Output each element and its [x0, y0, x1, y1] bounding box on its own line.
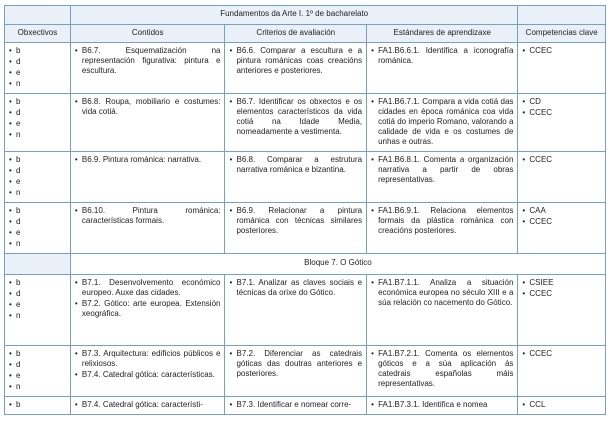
list-item: • CCEC	[522, 349, 601, 359]
standards-list	[371, 278, 513, 308]
standards-list	[371, 400, 513, 410]
list-item: • B6.7. Identificar os obxectos e os elementos característicos da vida cotiá na Idade Media, nomeadamente a vestimenta.	[229, 97, 362, 137]
contents-cell	[70, 346, 225, 397]
standards-cell	[367, 203, 518, 254]
list-item: • d	[9, 108, 66, 118]
standards-list	[371, 349, 513, 389]
list-item: • e	[9, 177, 66, 187]
objectives-cell	[5, 397, 71, 415]
list-item: • B7.3. Arquitectura: edificios públicos e relixiosos.	[75, 349, 221, 369]
standards-cell	[367, 346, 518, 397]
table-row	[5, 94, 606, 152]
list-item: • n	[9, 382, 66, 392]
list-item: • B6.6. Comparar a escultura e a pintura románicas coas creacións anteriores e posteriores.	[229, 46, 362, 76]
list-item: • CCEC	[522, 155, 601, 165]
list-item: • b	[9, 155, 66, 165]
list-item: • FA1.B7.1.1. Analiza a situación económica europea no século XIII e a súa relación co nacemento do Gótico.	[371, 278, 513, 308]
table-title: Fundamentos da Arte I. 1º de bacharelato	[70, 6, 517, 25]
list-item: • n	[9, 130, 66, 140]
list-item: • B7.2. Diferenciar as catedrais góticas das doutras anteriores e posteriores.	[229, 349, 362, 379]
objectives-list	[9, 155, 66, 198]
list-item: • d	[9, 57, 66, 67]
contents-list	[75, 278, 221, 319]
competencies-list	[522, 278, 601, 299]
list-item: • CCEC	[522, 217, 601, 227]
header-row	[5, 25, 606, 43]
list-item: • n	[9, 188, 66, 198]
competencies-list	[522, 155, 601, 165]
block-title: Bloque 7. O Gótico	[70, 254, 605, 275]
standards-list	[371, 206, 513, 236]
contents-list	[75, 46, 221, 76]
curriculum-table	[4, 5, 606, 415]
list-item: • CCEC	[522, 289, 601, 299]
header-estandares: Estándares de aprendizaxe	[367, 25, 518, 43]
list-item: • FA1.B7.3.1. Identifica e nomea	[371, 400, 513, 410]
standards-cell	[367, 152, 518, 203]
list-item: • B6.10. Pintura románica: características formais.	[75, 206, 221, 226]
corner-cell-right	[518, 6, 606, 25]
contents-list	[75, 206, 221, 226]
list-item: • n	[9, 239, 66, 249]
list-item: • B7.3. Identificar e nomear corre-	[229, 400, 362, 410]
standards-cell	[367, 275, 518, 346]
standards-cell	[367, 94, 518, 152]
list-item: • b	[9, 206, 66, 216]
list-item: • B6.7. Esquematización na representación figurativa: pintura e escultura.	[75, 46, 221, 76]
competencies-list	[522, 349, 601, 359]
contents-list	[75, 400, 221, 410]
list-item: • B7.4. Catedral gótica: características.	[75, 370, 221, 380]
list-item: • n	[9, 311, 66, 321]
objectives-cell	[5, 43, 71, 94]
contents-cell	[70, 94, 225, 152]
list-item: • b	[9, 97, 66, 107]
header-contidos: Contidos	[70, 25, 225, 43]
contents-list	[75, 155, 221, 165]
competencies-list	[522, 46, 601, 56]
criteria-cell	[225, 203, 367, 254]
criteria-cell	[225, 152, 367, 203]
list-item: • b	[9, 278, 66, 288]
criteria-list	[229, 278, 362, 298]
contents-cell	[70, 203, 225, 254]
criteria-cell	[225, 397, 367, 415]
criteria-cell	[225, 275, 367, 346]
objectives-cell	[5, 203, 71, 254]
header-competencias: Competencias clave	[518, 25, 606, 43]
list-item: • b	[9, 46, 66, 56]
list-item: • FA1.B6.6.1. Identifica a iconografía románica.	[371, 46, 513, 66]
header-obxectivos: Obxectivos	[5, 25, 71, 43]
standards-list	[371, 46, 513, 66]
criteria-list	[229, 46, 362, 76]
contents-cell	[70, 397, 225, 415]
list-item: • B6.9. Relacionar a pintura románica con técnicas similares posteriores.	[229, 206, 362, 236]
block-blank-cell	[5, 254, 71, 275]
list-item: • CCEC	[522, 108, 601, 118]
contents-cell	[70, 152, 225, 203]
list-item: • CSIEE	[522, 278, 601, 288]
objectives-list	[9, 97, 66, 140]
criteria-list	[229, 349, 362, 379]
list-item: • e	[9, 68, 66, 78]
list-item: • B6.8. Roupa, mobiliario e costumes: vida cotiá.	[75, 97, 221, 117]
list-item: • e	[9, 371, 66, 381]
competencies-cell	[518, 203, 606, 254]
header-criterios: Criterios de avaliación	[225, 25, 367, 43]
list-item: • FA1.B6.8.1. Comenta a organización narrativa a partir de obras representativas.	[371, 155, 513, 185]
list-item: • CCEC	[522, 46, 601, 56]
objectives-cell	[5, 346, 71, 397]
table-row	[5, 397, 606, 415]
criteria-cell	[225, 43, 367, 94]
objectives-cell	[5, 94, 71, 152]
criteria-list	[229, 97, 362, 137]
objectives-cell	[5, 275, 71, 346]
competencies-cell	[518, 152, 606, 203]
contents-cell	[70, 275, 225, 346]
table-row	[5, 346, 606, 397]
list-item: • e	[9, 228, 66, 238]
competencies-cell	[518, 346, 606, 397]
list-item: • FA1.B6.7.1. Compara a vida cotiá das cidades en época románica coa vida cotiá do imperio Romano, valorando a calidade de vida e os costumes de unhas e outras.	[371, 97, 513, 147]
competencies-list	[522, 97, 601, 118]
objectives-list	[9, 349, 66, 392]
list-item: • d	[9, 289, 66, 299]
block-row	[5, 254, 606, 275]
contents-list	[75, 97, 221, 117]
list-item: • B7.1. Desenvolvemento económico europeo. Auxe das cidades.	[75, 278, 221, 298]
title-row	[5, 6, 606, 25]
competencies-cell	[518, 94, 606, 152]
table-row	[5, 203, 606, 254]
list-item: • B6.8. Comparar a estrutura narrativa románica e bizantina.	[229, 155, 362, 175]
criteria-list	[229, 155, 362, 175]
criteria-cell	[225, 94, 367, 152]
contents-cell	[70, 43, 225, 94]
standards-cell	[367, 397, 518, 415]
list-item: • d	[9, 360, 66, 370]
competencies-cell	[518, 43, 606, 94]
list-item: • B6.9. Pintura románica: narrativa.	[75, 155, 221, 165]
competencies-cell	[518, 275, 606, 346]
list-item: • FA1.B7.2.1. Comenta os elementos góticos e a súa aplicación ás catedrais españolas máis representativas.	[371, 349, 513, 389]
criteria-cell	[225, 346, 367, 397]
list-item: • FA1.B6.9.1. Relaciona elementos formais da plástica románica con creacións posteriores.	[371, 206, 513, 236]
list-item: • CCL	[522, 400, 601, 410]
list-item: • B7.4. Catedral gótica: característi-	[75, 400, 221, 410]
list-item: • b	[9, 400, 66, 410]
list-item: • B7.2. Gótico: arte europea. Extensión xeográfica.	[75, 299, 221, 319]
competencies-list	[522, 206, 601, 227]
objectives-list	[9, 400, 66, 410]
standards-list	[371, 155, 513, 185]
list-item: • n	[9, 79, 66, 89]
criteria-list	[229, 206, 362, 236]
list-item: • e	[9, 119, 66, 129]
contents-list	[75, 349, 221, 380]
competencies-cell	[518, 397, 606, 415]
table-row	[5, 43, 606, 94]
list-item: • b	[9, 349, 66, 359]
standards-cell	[367, 43, 518, 94]
table-row	[5, 275, 606, 346]
table-row	[5, 152, 606, 203]
competencies-list	[522, 400, 601, 410]
list-item: • d	[9, 166, 66, 176]
list-item: • B7.1. Analizar as claves sociais e técnicas da orixe do Gótico.	[229, 278, 362, 298]
list-item: • e	[9, 300, 66, 310]
objectives-list	[9, 278, 66, 321]
objectives-list	[9, 206, 66, 249]
corner-cell	[5, 6, 71, 25]
list-item: • CAA	[522, 206, 601, 216]
list-item: • CD	[522, 97, 601, 107]
objectives-cell	[5, 152, 71, 203]
objectives-list	[9, 46, 66, 89]
criteria-list	[229, 400, 362, 410]
list-item: • d	[9, 217, 66, 227]
standards-list	[371, 97, 513, 147]
